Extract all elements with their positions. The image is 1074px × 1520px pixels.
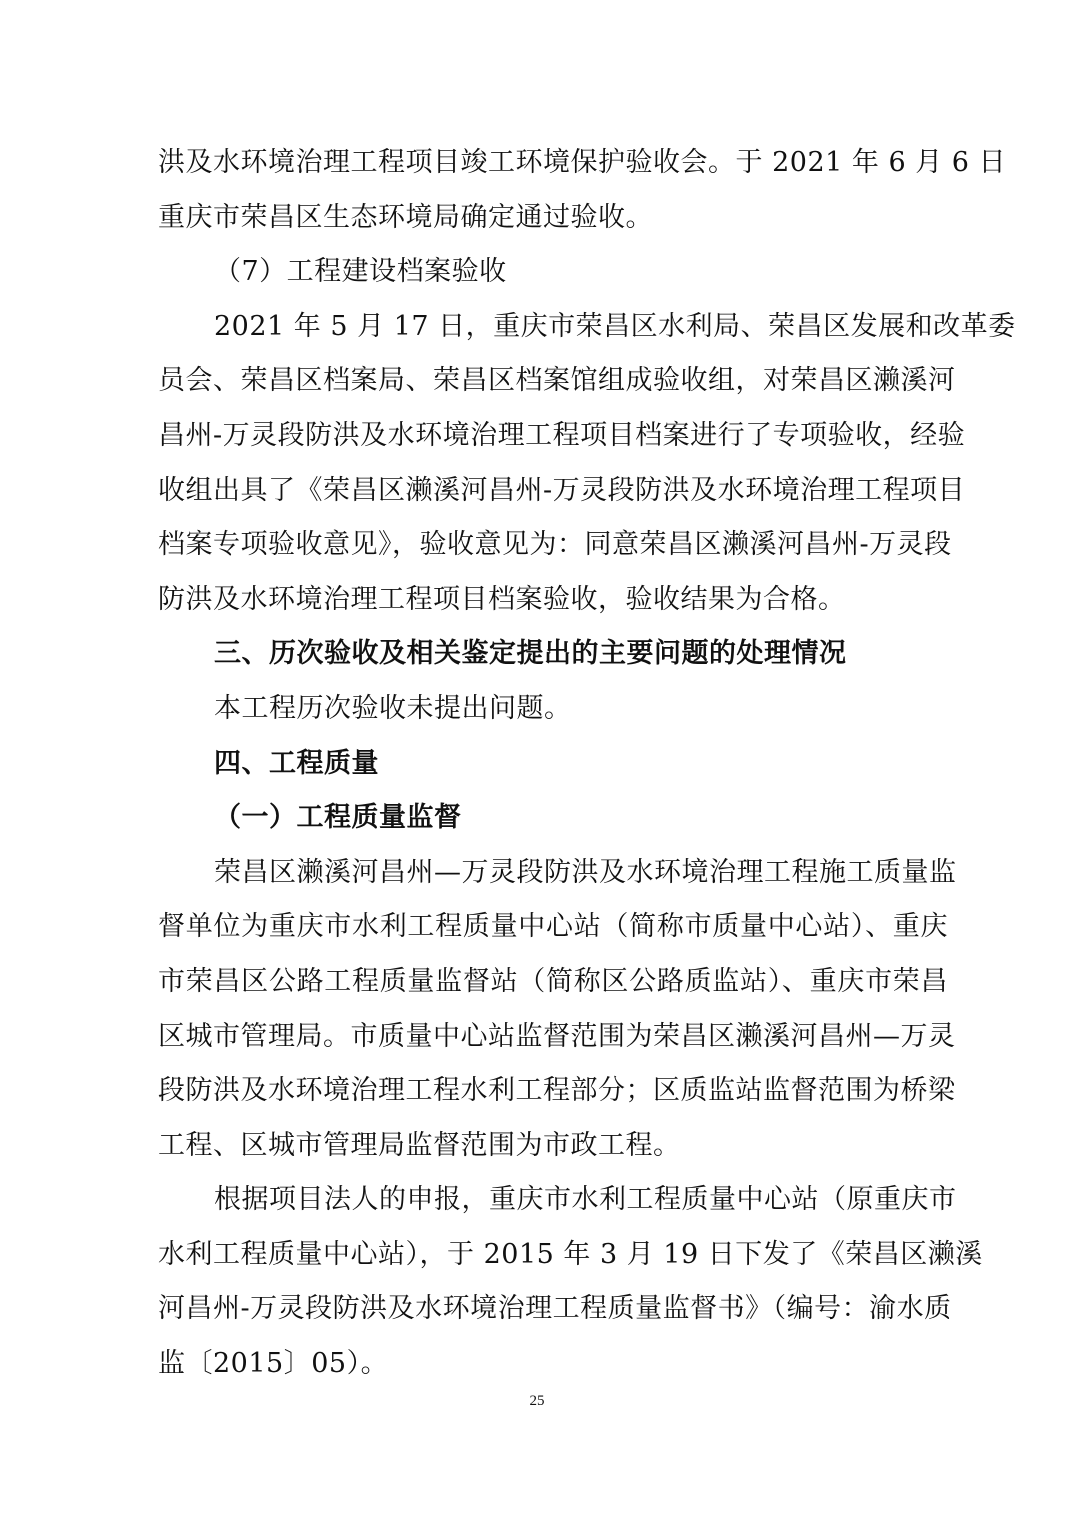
paragraph-line: 市荣昌区公路工程质量监督站（简称区公路质监站）、重庆市荣昌 [158,965,948,997]
paragraph-line: 荣昌区濑溪河昌州—万灵段防洪及水环境治理工程施工质量监 [214,856,957,888]
paragraph-line: 水利工程质量中心站），于 2015 年 3 月 19 日下发了《荣昌区濑溪 [158,1238,983,1270]
paragraph-line: 洪及水环境治理工程项目竣工环境保护验收会。于 2021 年 6 月 6 日 [158,147,1007,178]
page-body [158,136,1016,1392]
paragraph-line: 重庆市荣昌区生态环境局确定通过验收。 [158,201,653,233]
paragraph-line: 员会、荣昌区档案局、荣昌区档案馆组成验收组，对荣昌区濑溪河 [158,365,956,397]
paragraph-line: 督单位为重庆市水利工程质量中心站（简称市质量中心站）、重庆 [158,911,948,943]
paragraph-line: 2021 年 5 月 17 日，重庆市荣昌区水利局、荣昌区发展和改革委 [214,310,1016,342]
subsection-heading: （7）工程建设档案验收 [214,256,507,288]
section-heading: 三、历次验收及相关鉴定提出的主要问题的处理情况 [214,638,847,670]
paragraph-line: 河昌州-万灵段防洪及水环境治理工程质量监督书》（编号：渝水质 [158,1293,952,1325]
paragraph-line: 防洪及水环境治理工程项目档案验收，验收结果为合格。 [158,583,846,615]
paragraph-line: 工程、区城市管理局监督范围为市政工程。 [158,1129,681,1161]
paragraph-line: 档案专项验收意见》，验收意见为：同意荣昌区濑溪河昌州-万灵段 [158,529,952,561]
page-number: 25 [529,1393,545,1409]
paragraph-line: 本工程历次验收未提出问题。 [214,692,572,724]
section-heading: 四、工程质量 [214,747,379,779]
paragraph-line: 昌州-万灵段防洪及水环境治理工程项目档案进行了专项验收，经验 [158,419,966,451]
paragraph-line: 区城市管理局。市质量中心站监督范围为荣昌区濑溪河昌州—万灵 [158,1020,956,1052]
subsection-heading: （一）工程质量监督 [214,802,462,834]
paragraph-line: 根据项目法人的申报，重庆市水利工程质量中心站（原重庆市 [214,1184,957,1216]
paragraph-line: 收组出具了《荣昌区濑溪河昌州-万灵段防洪及水环境治理工程项目 [158,474,966,506]
paragraph-line: 段防洪及水环境治理工程水利工程部分；区质监站监督范围为桥梁 [158,1075,956,1107]
paragraph-line: 监〔2015〕05）。 [158,1348,389,1380]
